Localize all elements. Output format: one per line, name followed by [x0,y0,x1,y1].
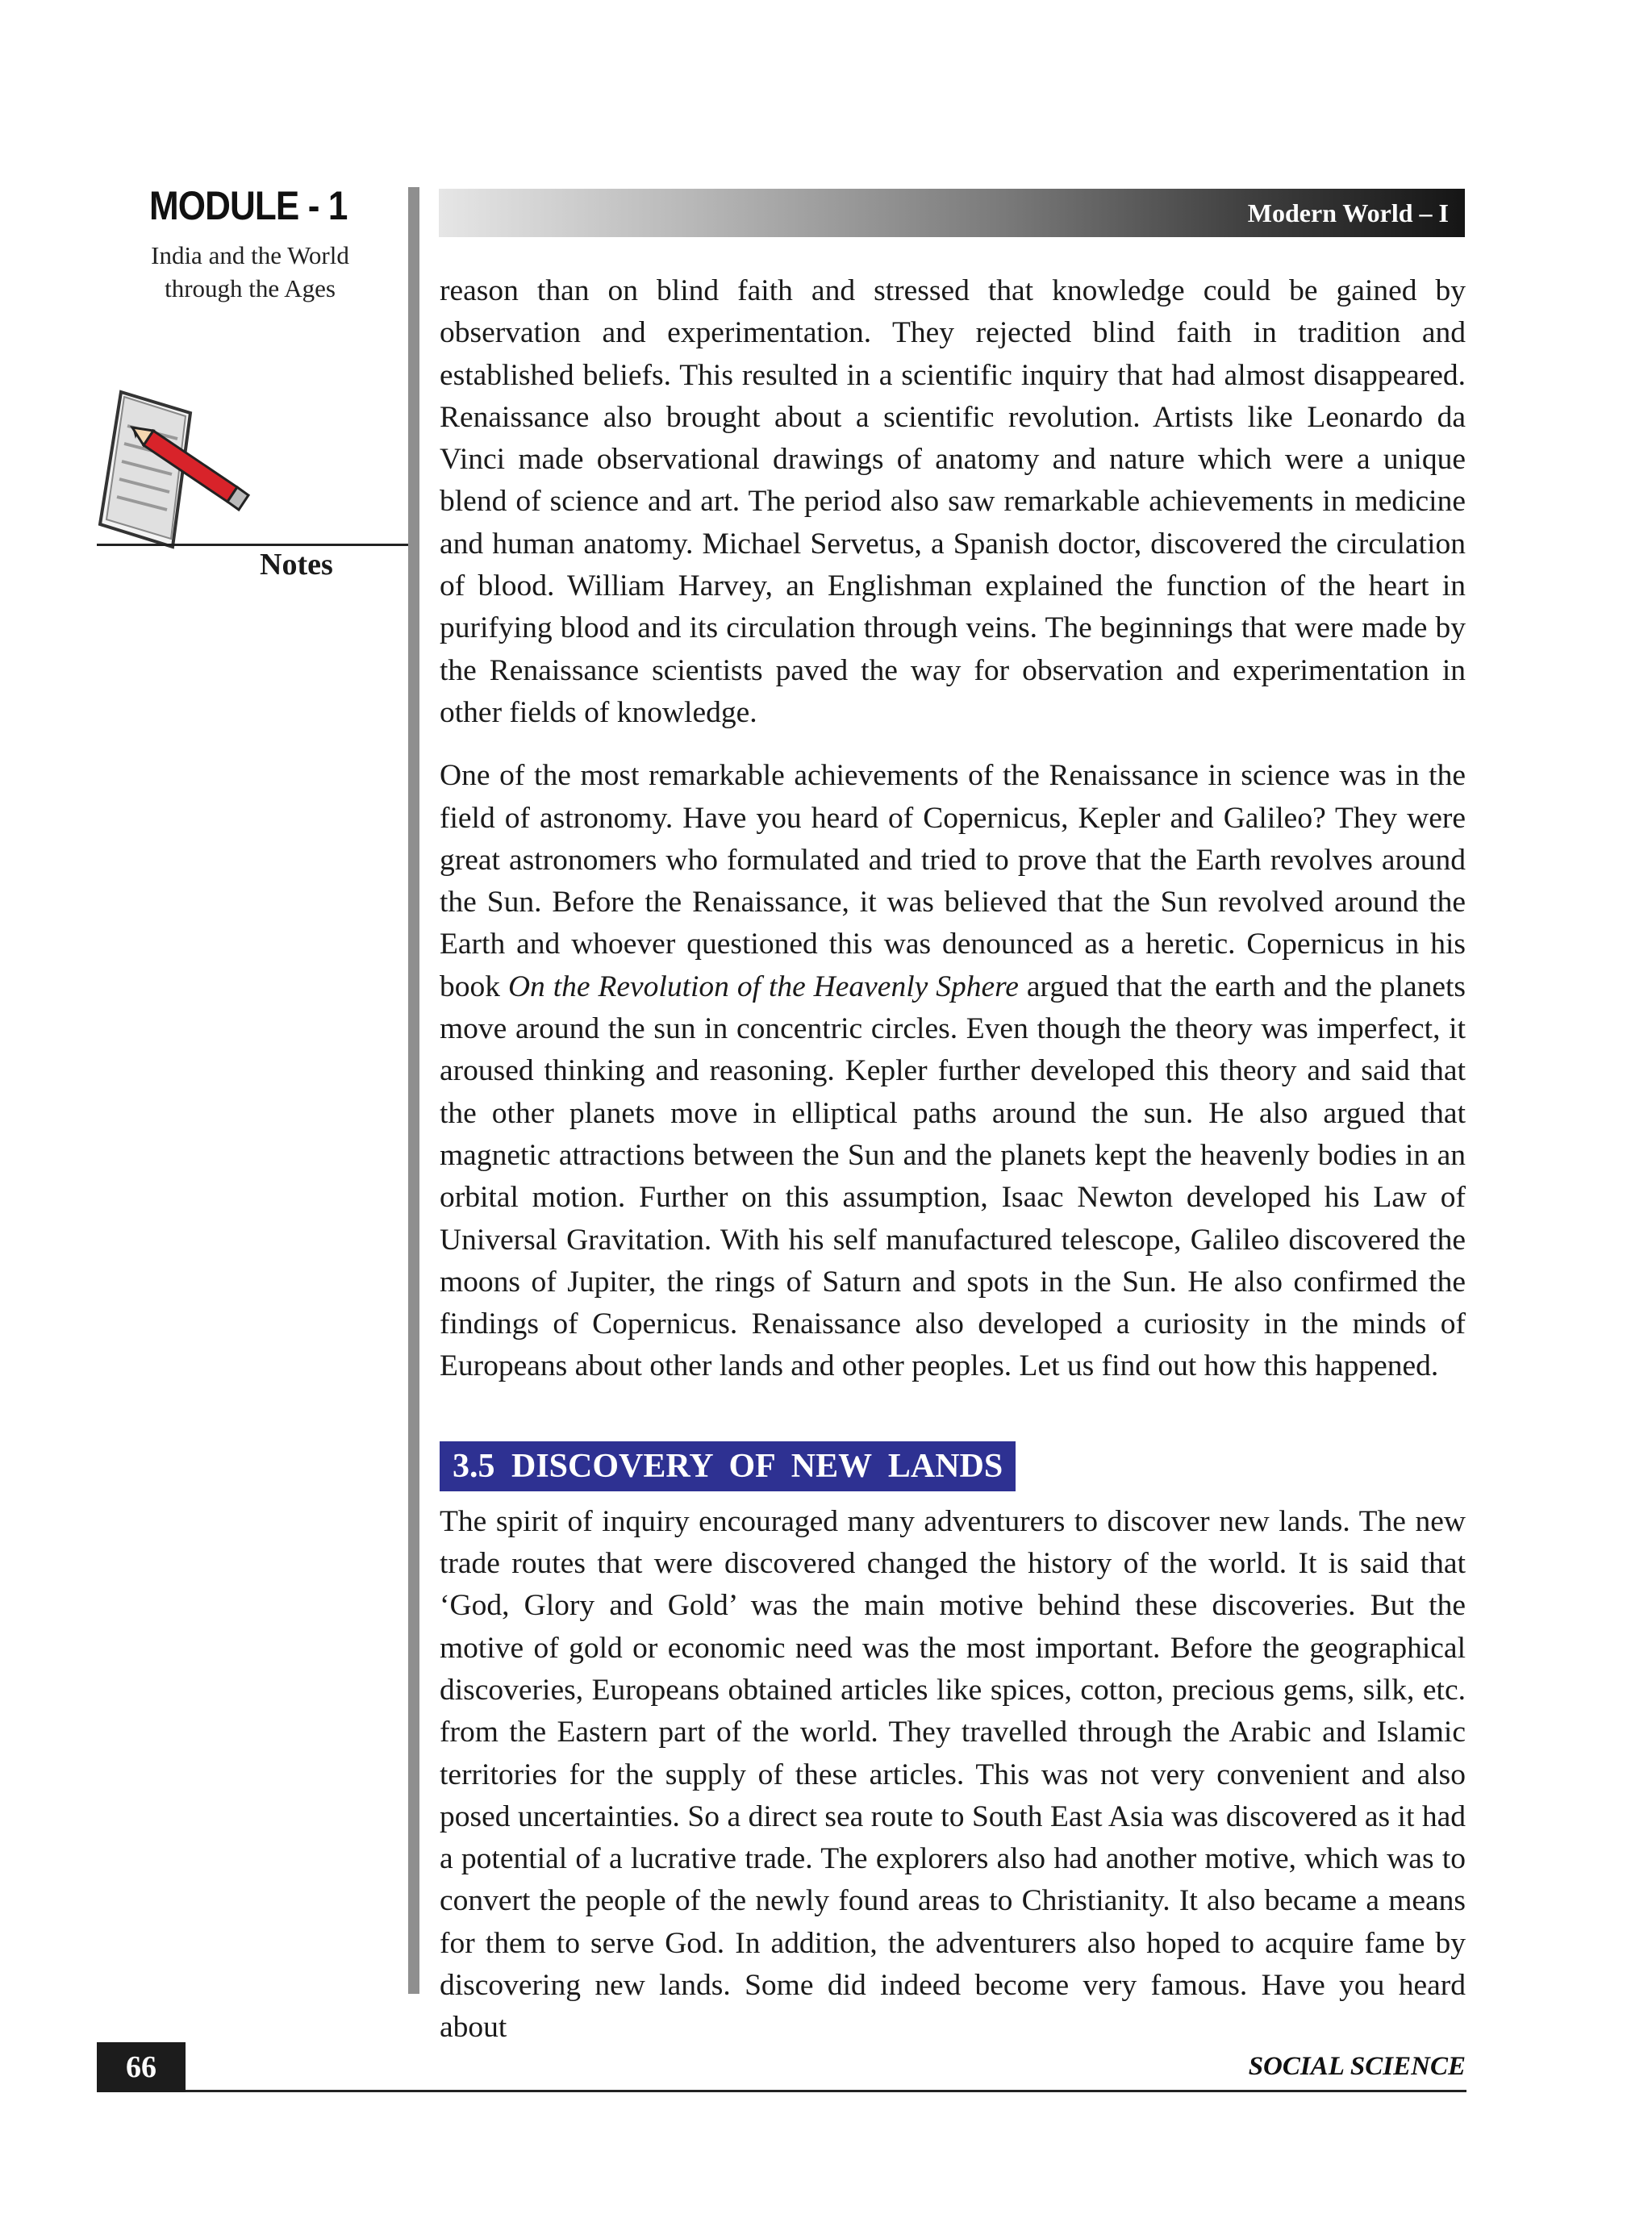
margin-vertical-bar [408,187,419,1994]
module-subtitle-line2: through the Ages [165,274,336,302]
module-title: MODULE - 1 [149,183,348,228]
notes-divider [97,544,410,546]
paragraph-astronomy-part2: argued that the earth and the planets move around the sun in concentric circles. Even though the theory was imperfect, it aroused thinking and reasoning. Kepler further developed this theory and said that the other planets move in elliptical paths around the sun. He also argued that magnetic attractions between the Sun and the planets kept the heavenly bodies in an orbital motion. Further on this assumption, Isaac Newton developed his Law of Universal Gravitation. With his self manufactured telescope, Galileo discovered the moons of Jupiter, the rings of Saturn and spots in the Sun. He also confirmed the findings of Copernicus. Renaissance also developed a curiosity in the minds of Europeans about other lands and other peoples. Let us find out how this happened. [440,969,1466,1383]
footer-divider [186,2090,1466,2092]
book-title: On the Revolution of the Heavenly Sphere [507,969,1019,1003]
section-heading: 3.5 DISCOVERY OF NEW LANDS [440,1441,1016,1491]
paragraph-scientific-revolution: reason than on blind faith and stressed that knowledge could be gained by observation and experimentation. They rejected blind faith in tradition and established beliefs. This resulted in a scientific inquiry that had almost disappeared. Renaissance also brought about a scientific revolution. Artists like Leonardo da Vinci made observational drawings of anatomy and nature which were a unique blend of science and art. The period also saw remarkable achievements in medicine and human anatomy. Michael Servetus, a Spanish doctor, discovered the circulation of blood. William Harvey, an Englishman explained the function of the heart in purifying blood and its circulation through veins. The beginnings that were made by the Renaissance scientists paved the way for observation and experimentation in other fields of knowledge. [440,274,1466,729]
notes-label: Notes [260,548,333,582]
paragraph-astronomy [440,755,1466,1387]
main-content [440,270,1466,2070]
module-subtitle [129,239,371,305]
page-number: 66 [97,2042,186,2092]
footer-subject: SOCIAL SCIENCE [1248,2052,1466,2081]
notes-pencil-icon [95,389,257,558]
module-subtitle-line1: India and the World [151,241,349,269]
paragraph-astronomy-part1: One of the most remarkable achievements of the Renaissance in science was in the field of astronomy. Have you heard of Copernicus, Kepler and Galileo? They were great astronomers who formulated and tried to prove that the Earth revolves around the Sun. Before the Renaissance, it was believed that the Sun revolved around the Earth and whoever questioned this was denounced as a heretic. Copernicus in his book [440,759,1466,1003]
header-band [439,189,1465,237]
header-title: Modern World – I [1247,198,1449,227]
paragraph-discovery: The spirit of inquiry encouraged many adventurers to discover new lands. The new trade routes that were discovered changed the history of the world. It is said that ‘God, Glory and Gold’ was the main motive behind these discoveries. But the motive of gold or economic need was the most important. Before the geographical discoveries, Europeans obtained articles like spices, cotton, precious gems, silk, etc. from the Eastern part of the world. They travelled through the Arabic and Islamic territories for the supply of these articles. This was not very convenient and also posed uncertainties. So a direct sea route to South East Asia was discovered as it had a potential of a lucrative trade. The explorers also had another motive, which was to convert the people of the newly found areas to Christianity. It also became a means for them to serve God. In addition, the adventurers also hoped to acquire fame by discovering new lands. Some did indeed become very famous. Have you heard about [440,1504,1466,2045]
